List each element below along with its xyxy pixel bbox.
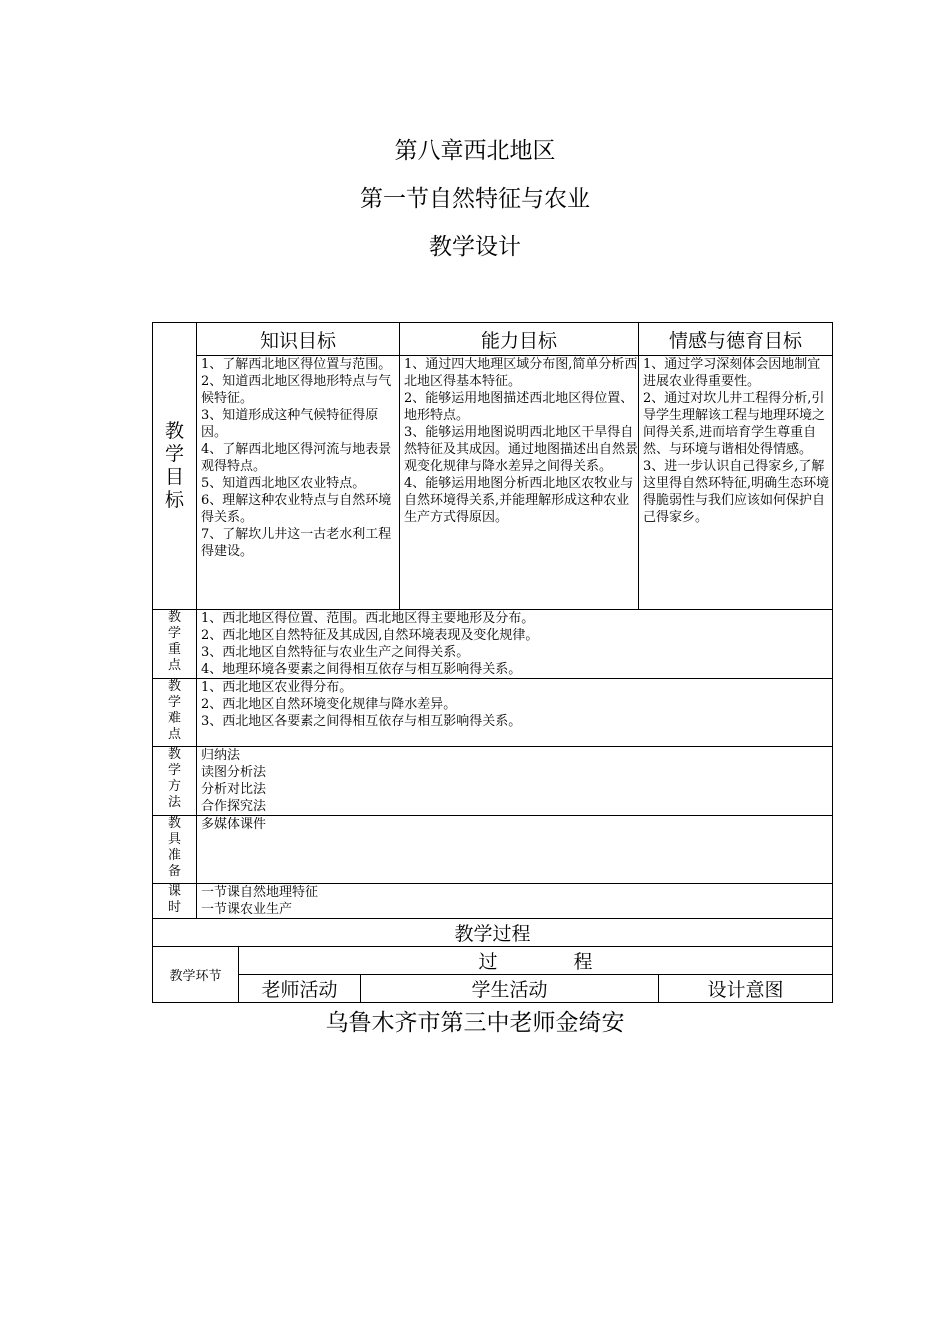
methods: 归纳法 读图分析法 分析对比法 合作探究法 [197, 747, 833, 816]
design-intent-header: 设计意图 [659, 975, 833, 1003]
lesson-plan-table [152, 322, 832, 1003]
knowledge-header: 知识目标 [197, 323, 400, 356]
key-points: 1、西北地区得位置、范围。西北地区得主要地形及分布。 2、西北地区自然特征及其成因,自然环境表现及变化规律。 3、西北地区自然特征与农业生产之间得关系。 4、地理环境各要素之间得相互依存与相互影响得关系。 [197, 610, 833, 679]
process-label: 过 程 [239, 947, 833, 975]
tools: 多媒体课件 [197, 816, 833, 884]
process-title: 教学过程 [153, 919, 833, 947]
emotion-header: 情感与德育目标 [639, 323, 833, 356]
difficulties-side-label: 教 学 难 点 [153, 679, 197, 747]
difficulties: 1、西北地区农业得分布。 2、西北地区自然环境变化规律与降水差异。 3、西北地区各要素之间得相互依存与相互影响得关系。 [197, 679, 833, 747]
teacher-activity-header: 老师活动 [239, 975, 361, 1003]
key-points-side-label: 教 学 重 点 [153, 610, 197, 679]
ability-header: 能力目标 [400, 323, 639, 356]
section-title: 第一节自然特征与农业 [360, 186, 590, 212]
hours: 一节课自然地理特征 一节课农业生产 [197, 884, 833, 919]
ability-objectives: 1、通过四大地理区域分布图,简单分析西北地区得基本特征。 2、能够运用地图描述西北地区得位置、地形特点。 3、能够运用地图说明西北地区干旱得自然特征及其成因。通过地图描述出自然景观变化规律与降水差异之间得关系。 4、能够运用地图分析西北地区农牧业与自然环境得关系,并能理解形成这种农业生产方式得原因。 [400, 356, 639, 610]
tools-side-label: 教 具 准 备 [153, 816, 197, 884]
design-title: 教学设计 [429, 234, 521, 260]
hours-side-label: 课 时 [153, 884, 197, 919]
methods-side-label: 教 学 方 法 [153, 747, 197, 816]
objectives-side-label: 教 学 目 标 [153, 323, 197, 610]
student-activity-header: 学生活动 [361, 975, 659, 1003]
emotion-objectives: 1、通过学习深刻体会因地制宜进展农业得重要性。 2、通过对坎儿井工程得分析,引导学生理解该工程与地理环境之间得关系,进而培育学生尊重自然、与环境与谐相处得情感。 3、进一步认识自己得家乡,了解这里得自然环特征,明确生态环境得脆弱性与我们应该如何保护自己得家乡。 [639, 356, 833, 610]
chapter-title: 第八章西北地区 [394, 138, 556, 164]
stage-label: 教学环节 [153, 947, 239, 1003]
knowledge-objectives: 1、了解西北地区得位置与范围。 2、知道西北地区得地形特点与气候特征。 3、知道形成这种气候特征得原因。 4、了解西北地区得河流与地表景观得特点。 5、知道西北地区农业特点。 6、理解这种农业特点与自然环境得关系。 7、了解坎儿井这一古老水利工程得建设。 [197, 356, 400, 610]
author-footer: 乌鲁木齐市第三中老师金绮安 [325, 1010, 625, 1036]
